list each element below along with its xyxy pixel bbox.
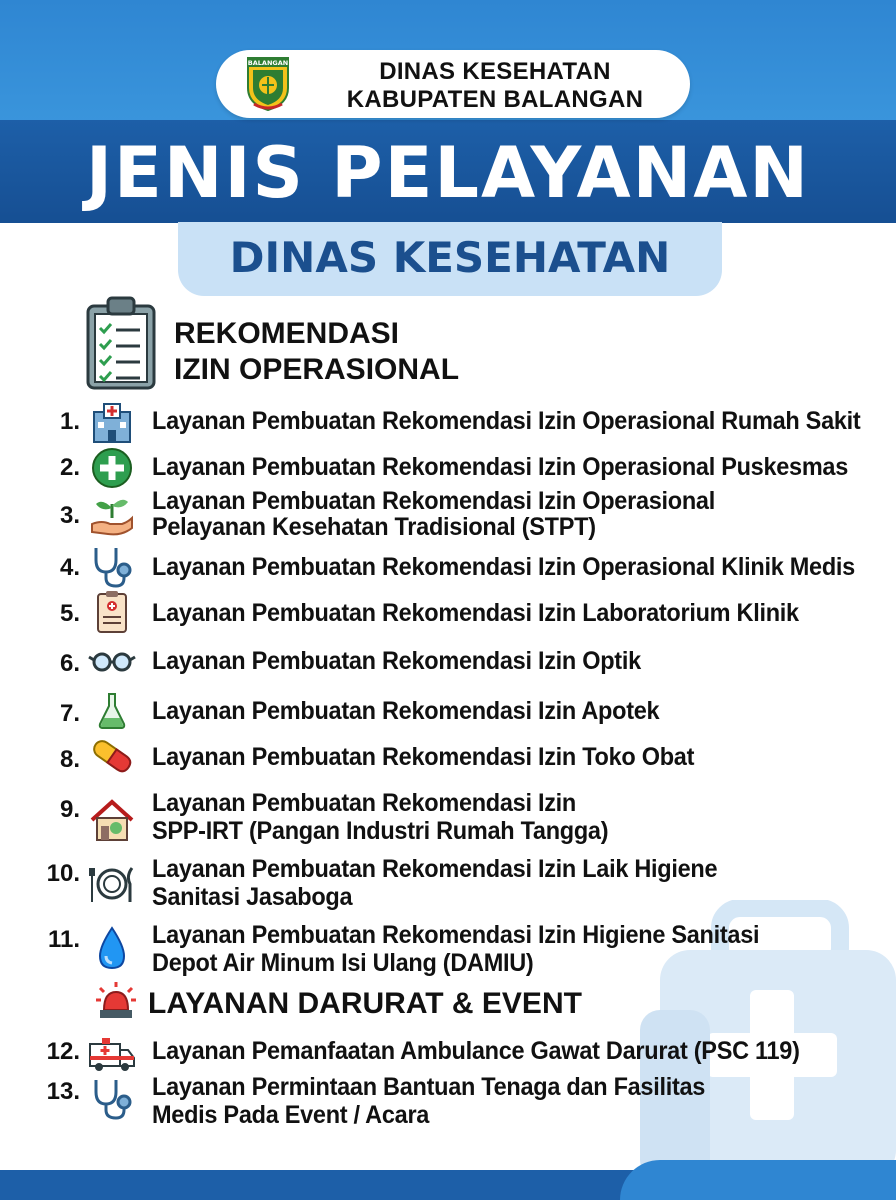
item-text-line2: Pelayanan Kesehatan Tradisional (STPT)	[152, 513, 596, 541]
logo-text: BALANGAN	[247, 59, 289, 67]
item-text-line1: Layanan Pembuatan Rekomendasi Izin Higiene Sanitasi	[152, 921, 760, 949]
item-number: 1.	[59, 408, 80, 435]
hand-plant-icon	[88, 494, 136, 538]
item-text: Layanan Pembuatan Rekomendasi Izin Operasional Puskesmas	[152, 453, 849, 481]
item-text-line1: Layanan Pembuatan Rekomendasi Izin Operasional	[152, 487, 715, 515]
item-text: Layanan Pembuatan Rekomendasi Izin Toko Obat	[152, 743, 695, 771]
item-number: 5.	[59, 600, 80, 627]
item-number: 12.	[46, 1038, 80, 1065]
clipboard-checklist-icon	[84, 296, 160, 392]
main-title: JENIS PELAYANAN	[86, 132, 810, 214]
subtitle: DINAS KESEHATAN	[229, 233, 671, 282]
ambulance-icon	[88, 1030, 136, 1074]
item-text-line2: Depot Air Minum Isi Ulang (DAMIU)	[152, 949, 534, 977]
item-text: Layanan Pembuatan Rekomendasi Izin Optik	[152, 647, 641, 675]
glasses-icon	[88, 640, 136, 684]
item-number: 11.	[47, 926, 80, 953]
item-text: Layanan Pembuatan Rekomendasi Izin Operasional Rumah Sakit	[152, 407, 861, 435]
item-number: 7.	[59, 700, 80, 727]
item-text: Layanan Pembuatan Rekomendasi Izin Apotek	[152, 697, 660, 725]
water-drop-icon	[88, 926, 136, 970]
item-number: 9.	[59, 796, 80, 823]
section1-title-line2: IZIN OPERASIONAL	[174, 353, 460, 386]
section1-title-line1: REKOMENDASI	[174, 317, 400, 350]
org-name-line2: KABUPATEN BALANGAN	[346, 86, 644, 113]
item-text-line2: Sanitasi Jasaboga	[152, 883, 353, 911]
item-text-line2: SPP-IRT (Pangan Industri Rumah Tangga)	[152, 817, 609, 845]
item-number: 8.	[59, 746, 80, 773]
item-number: 10.	[46, 860, 80, 887]
medical-report-icon	[88, 590, 136, 634]
item-text: Layanan Pemanfaatan Ambulance Gawat Darurat (PSC 119)	[152, 1037, 800, 1065]
item-text: Layanan Pembuatan Rekomendasi Izin Operasional Klinik Medis	[152, 553, 855, 581]
flask-icon	[88, 688, 136, 732]
siren-icon	[94, 980, 138, 1020]
bottom-band-accent	[620, 1160, 896, 1200]
section2-title: LAYANAN DARURAT & EVENT	[148, 987, 582, 1020]
item-number: 4.	[59, 554, 80, 581]
item-text-line1: Layanan Permintaan Bantuan Tenaga dan Fasilitas	[152, 1073, 706, 1101]
medical-cross-icon	[88, 446, 136, 490]
item-number: 13.	[46, 1078, 80, 1105]
balangan-logo-icon	[244, 54, 292, 112]
hospital-icon	[88, 400, 136, 444]
item-text: Layanan Pembuatan Rekomendasi Izin Laboratorium Klinik	[152, 599, 799, 627]
house-icon	[88, 798, 136, 842]
item-text-line2: Medis Pada Event / Acara	[152, 1101, 430, 1129]
item-number: 3.	[59, 502, 80, 529]
capsule-icon	[88, 734, 136, 778]
plate-cutlery-icon	[88, 862, 136, 906]
stethoscope-icon	[88, 544, 136, 588]
item-number: 6.	[59, 650, 80, 677]
item-text-line1: Layanan Pembuatan Rekomendasi Izin	[152, 789, 576, 817]
stethoscope-icon	[88, 1076, 136, 1120]
org-name-line1: DINAS KESEHATAN	[379, 58, 611, 85]
item-number: 2.	[59, 454, 80, 481]
item-text-line1: Layanan Pembuatan Rekomendasi Izin Laik Higiene	[152, 855, 718, 883]
